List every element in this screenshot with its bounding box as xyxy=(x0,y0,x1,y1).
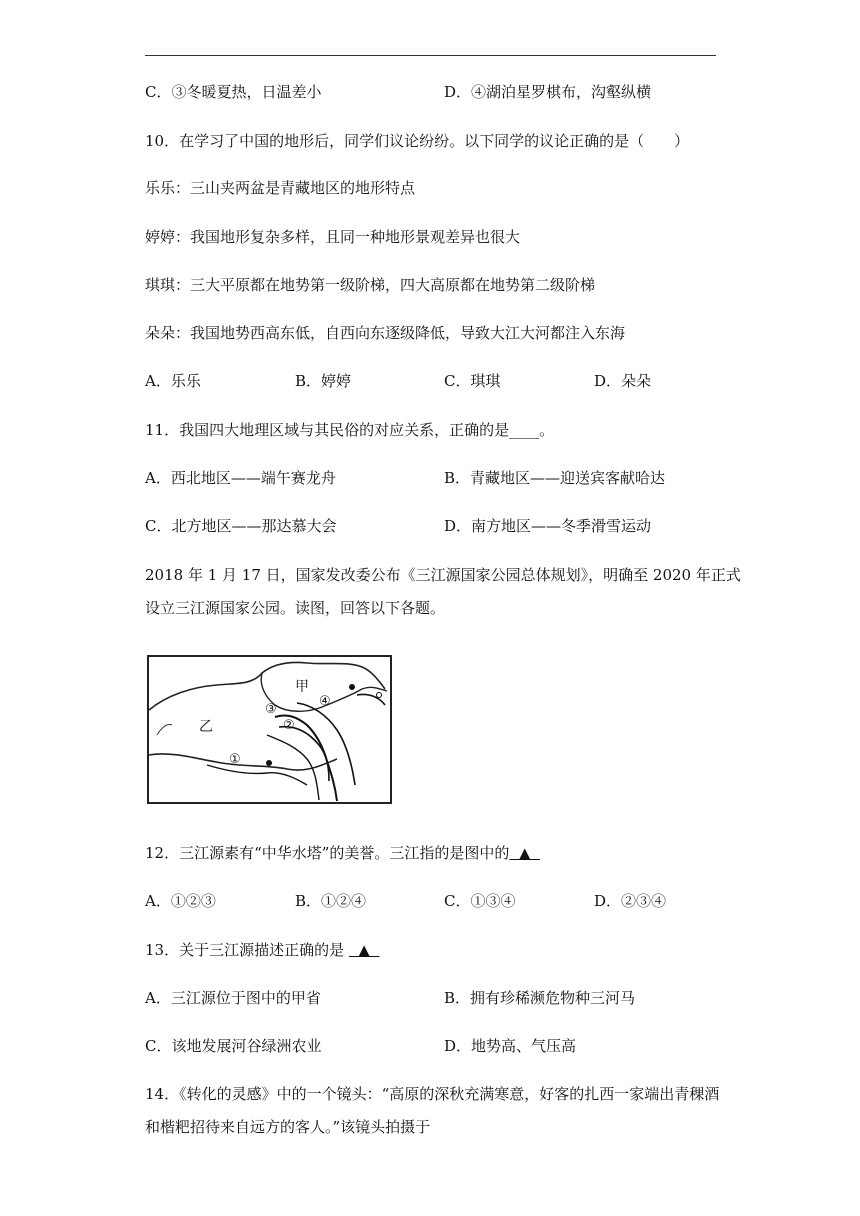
map-marker-3: ③ xyxy=(265,702,277,717)
q11-option-b[interactable]: B．青藏地区——迎送宾客献哈达 xyxy=(444,469,666,487)
q14-line-2: 和楷粑招待来自远方的客人。”该镜头拍摄于 xyxy=(145,1118,431,1136)
q11-stem: 11．我国四大地理区域与其民俗的对应关系，正确的是____。 xyxy=(145,421,555,439)
q11-option-a[interactable]: A．西北地区——端午赛龙舟 xyxy=(145,469,336,487)
city-dot-xining xyxy=(349,684,355,690)
q13-answer-blank[interactable]: ▲ xyxy=(348,941,380,959)
q13-option-d[interactable]: D．地势高、气压高 xyxy=(444,1037,577,1055)
q12-option-b[interactable]: B．①②④ xyxy=(295,892,367,910)
q10-statement-4: 朵朵：我国地势西高东低，自西向东逐级降低，导致大江大河都注入东海 xyxy=(145,324,626,342)
q13-stem xyxy=(145,940,379,960)
map-label-jia: 甲 xyxy=(295,679,309,695)
city-dot-lhasa xyxy=(266,760,272,766)
header-rule xyxy=(145,55,716,56)
q12-stem xyxy=(145,843,540,863)
intro-line-2: 设立三江源国家公园。读图，回答以下各题。 xyxy=(145,599,446,617)
q10-option-d[interactable]: D．朵朵 xyxy=(594,372,652,390)
sanjiangyuan-map xyxy=(147,655,392,804)
q12-option-c[interactable]: C．①③④ xyxy=(444,892,516,910)
q13-option-c[interactable]: C．该地发展河谷绿洲农业 xyxy=(145,1037,322,1055)
q9-option-c[interactable]: C．③冬暖夏热，日温差小 xyxy=(145,83,322,101)
q10-option-b[interactable]: B．婷婷 xyxy=(295,372,352,390)
q12-stem-text: 12．三江源素有“中华水塔”的美誉。三江指的是图中的 xyxy=(145,844,510,862)
q13-stem-text: 13．关于三江源描述正确的是 xyxy=(145,941,349,959)
q11-option-d[interactable]: D．南方地区——冬季滑雪运动 xyxy=(444,517,652,535)
q13-option-b[interactable]: B．拥有珍稀濒危物种三河马 xyxy=(444,989,636,1007)
q13-option-a[interactable]: A．三江源位于图中的甲省 xyxy=(145,989,321,1007)
q10-statement-2: 婷婷：我国地形复杂多样，且同一种地形景观差异也很大 xyxy=(145,228,521,246)
q12-option-d[interactable]: D．②③④ xyxy=(594,892,667,910)
map-marker-1: ① xyxy=(229,752,241,767)
map-marker-4: ④ xyxy=(319,694,331,709)
q10-statement-1: 乐乐：三山夹两盆是青藏地区的地形特点 xyxy=(145,179,416,197)
q10-option-a[interactable]: A．乐乐 xyxy=(145,372,201,390)
intro-line-1: 2018 年 1 月 17 日，国家发改委公布《三江源国家公园总体规划》，明确至 2020 年正式 xyxy=(145,566,741,584)
q9-option-d[interactable]: D．④湖泊星罗棋布，沟壑纵横 xyxy=(444,83,652,101)
map-marker-2: ② xyxy=(283,718,295,733)
q10-option-c[interactable]: C．琪琪 xyxy=(444,372,501,390)
q12-option-a[interactable]: A．①②③ xyxy=(145,892,216,910)
q12-answer-blank[interactable]: ▲ xyxy=(509,844,541,862)
q14-line-1: 14．《转化的灵感》中的一个镜头：“高原的深秋充满寒意，好客的扎西一家端出青稞酒 xyxy=(145,1085,720,1103)
map-label-yi: 乙 xyxy=(199,719,213,735)
q10-stem: 10．在学习了中国的地形后，同学们议论纷纷。以下同学的议论正确的是（ ） xyxy=(145,132,690,150)
q11-option-c[interactable]: C．北方地区——那达慕大会 xyxy=(145,517,337,535)
q10-statement-3: 琪琪：三大平原都在地势第一级阶梯，四大高原都在地势第二级阶梯 xyxy=(145,276,596,294)
